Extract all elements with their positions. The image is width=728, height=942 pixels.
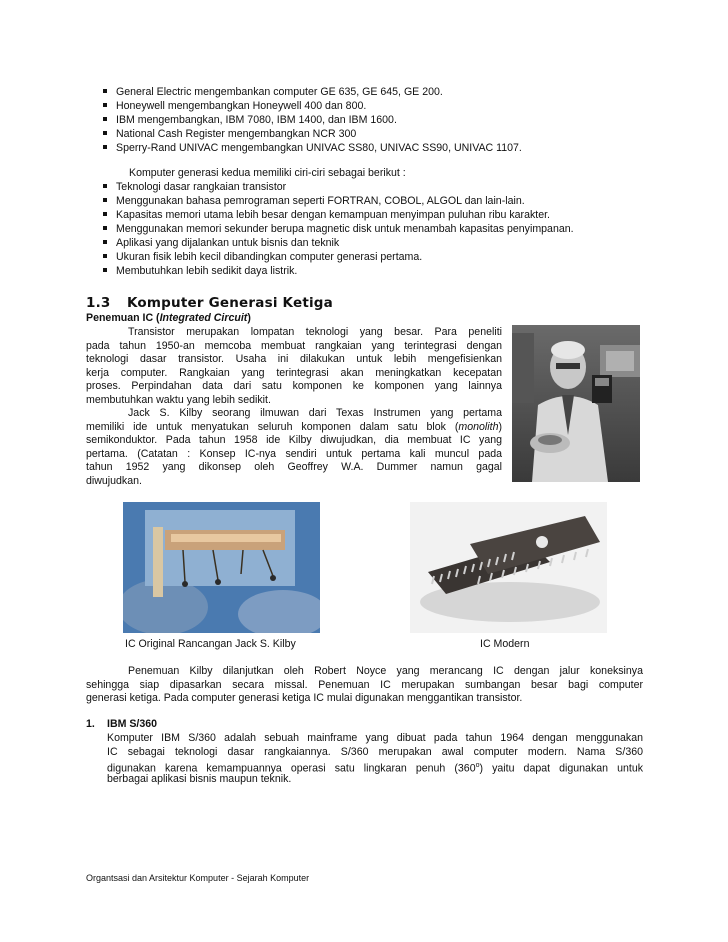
bullet-icon	[103, 226, 107, 230]
bullet-item: Menggunakan bahasa pemrograman seperti FORTRAN, COBOL, ALGOL dan lain-lain.	[103, 195, 525, 208]
subsection-heading: Penemuan IC (Integrated Circuit)	[86, 312, 251, 324]
bullet-icon	[103, 103, 107, 107]
list-number: 1.	[86, 718, 95, 730]
kilby-ic-photo	[123, 502, 320, 633]
bullet-item: Ukuran fisik lebih kecil dibandingkan computer generasi pertama.	[103, 251, 422, 264]
page-footer: Organtsasi dan Arsitektur Komputer - Sejarah Komputer	[86, 873, 310, 883]
intro-characteristics: Komputer generasi kedua memiliki ciri-ciri sebagai berikut :	[129, 167, 406, 179]
bullet-item: Menggunakan memori sekunder berupa magnetic disk untuk menambah kapasitas penyimpanan.	[103, 223, 574, 236]
bullet-icon	[103, 184, 107, 188]
bullet-icon	[103, 268, 107, 272]
bullet-icon	[103, 117, 107, 121]
list-body: Komputer IBM S/360 adalah sebuah mainframe yang dibuat pada tahun 1964 dengan menggunakan IC sebagai teknologi dasar rangkaiannya. S/360 merupakan awal computer modern. Nama S/360 digunakan karena kemampuannya operasi satu lingkaran penuh (360$^o$) yaitu dapat digunakan untuk berbagai aplikasi bisnis maupun teknik.	[107, 732, 644, 785]
bullet-item: Membutuhkan lebih sedikit daya listrik.	[103, 265, 297, 278]
bullet-item: National Cash Register mengembangkan NCR 300	[103, 128, 356, 141]
caption-kilby-ic: IC Original Rancangan Jack S. Kilby	[125, 638, 296, 650]
bullet-item: General Electric mengembankan computer GE 635, GE 645, GE 200.	[103, 86, 443, 99]
bullet-item: Teknologi dasar rangkaian transistor	[103, 181, 286, 194]
bullet-icon	[103, 240, 107, 244]
kilby-photo	[512, 325, 640, 482]
bullet-icon	[103, 212, 107, 216]
section-title: Komputer Generasi Ketiga	[127, 295, 333, 311]
section-heading	[86, 295, 333, 311]
paragraph-kilby: Jack S. Kilby seorang ilmuwan dari Texas Instrumen yang pertama memiliki ide untuk menyatukan seluruh komponen dalam satu blok (monolith) semikonduktor. Pada tahun 1958 ide Kilby diwujudkan, dia membuat IC yang pertama. (Catatan : Konsep IC-nya sendiri untuk pertama kali muncul pada tahun 1952 yang dikonsep oleh Geoffrey W.A. Dummer namun gagal diwujudkan.	[86, 407, 502, 487]
paragraph-noyce: Penemuan Kilby dilanjutkan oleh Robert Noyce yang merancang IC dengan jalur koneksinya sehingga siap dipasarkan secara missal. Penemuan IC merupakan sumbangan besar bagi computer generasi ketiga. Pada computer generasi ketiga IC mulai digunakan menggantikan transistor.	[86, 665, 643, 704]
section-number: 1.3	[86, 295, 111, 311]
bullet-icon	[103, 198, 107, 202]
paragraph-transistor: Transistor merupakan lompatan teknologi yang besar. Para peneliti pada tahun 1950-an memcoba membuat rangkaian yang terintegrasi dengan teknologi dasar transistor. Usaha ini dilakukan untuk lebih mengefisienkan kerja computer. Rangkaian yang terintegrasi akan meningkatkan kecepatan proses. Perpindahan data dari satu komponen ke komponen yang lainnya membutuhkan waktu yang lebih sedikit.	[86, 326, 502, 406]
modern-ic-photo	[410, 502, 607, 633]
bullet-item: Aplikasi yang dijalankan untuk bisnis dan teknik	[103, 237, 339, 250]
bullet-item: Sperry-Rand UNIVAC mengembangkan UNIVAC SS80, UNIVAC SS90, UNIVAC 1107.	[103, 142, 522, 155]
bullet-item: Kapasitas memori utama lebih besar dengan kemampuan menyimpan puluhan ribu karakter.	[103, 209, 550, 222]
bullet-icon	[103, 89, 107, 93]
list-title: IBM S/360	[107, 718, 158, 730]
bullet-item: Honeywell mengembangkan Honeywell 400 dan 800.	[103, 100, 366, 113]
caption-modern-ic: IC Modern	[480, 638, 530, 650]
bullet-item: IBM mengembangkan, IBM 7080, IBM 1400, dan IBM 1600.	[103, 114, 397, 127]
bullet-icon	[103, 145, 107, 149]
bullet-icon	[103, 131, 107, 135]
bullet-icon	[103, 254, 107, 258]
